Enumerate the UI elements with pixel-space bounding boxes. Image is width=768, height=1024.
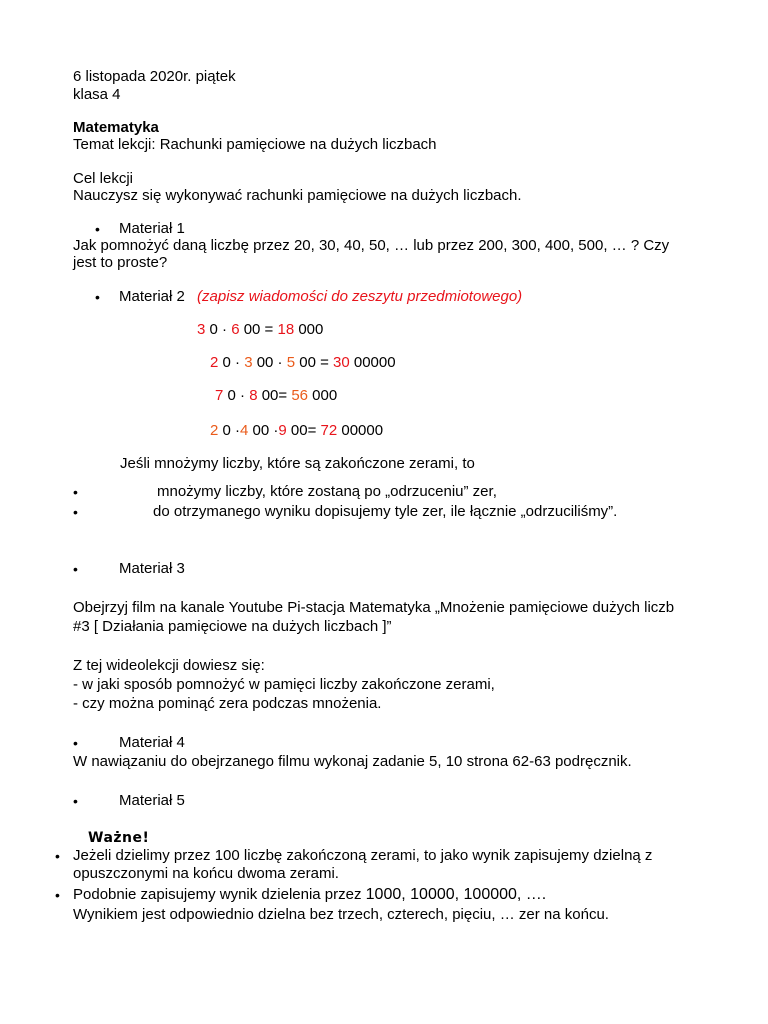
class-line: klasa 4 — [73, 86, 121, 103]
example-digit: 3 — [244, 354, 253, 371]
bullet-icon: • — [55, 848, 60, 864]
bullet-icon: • — [73, 484, 78, 500]
example-digit: 7 — [215, 387, 224, 404]
bullet-icon: • — [73, 793, 78, 809]
bullet-icon: • — [95, 221, 100, 237]
rule-item: mnożymy liczby, które zostaną po „odrzuceniu” zer, — [157, 483, 497, 500]
example-result: 56 — [291, 387, 308, 404]
material1-question-line2: jest to proste? — [73, 254, 168, 271]
example-digit: 6 — [231, 321, 240, 338]
learn-item: - w jaki sposób pomnożyć w pamięci liczby zakończone zerami, — [73, 676, 495, 693]
example-text: 0 · — [205, 321, 232, 338]
point1-line2: opuszczonymi na końcu dwoma zerami. — [73, 865, 339, 882]
example-digit: 4 — [240, 422, 249, 439]
rule-item: do otrzymanego wyniku dopisujemy tyle zer, ile łącznie „odrzuciliśmy”. — [153, 503, 618, 520]
learn-intro: Z tej wideolekcji dowiesz się: — [73, 657, 265, 674]
bullet-icon: • — [73, 561, 78, 577]
example-digit: 2 — [210, 422, 219, 439]
example-row — [215, 387, 337, 405]
rule-intro: Jeśli mnożymy liczby, które są zakończone zerami, to — [120, 455, 475, 472]
example-text: 00000 — [337, 422, 384, 439]
material4-label: Materiał 4 — [119, 734, 185, 751]
example-digit: 9 — [278, 422, 287, 439]
subject-heading: Matematyka — [73, 119, 159, 136]
example-text: 00 · — [252, 354, 287, 371]
point1-line1: Jeżeli dzielimy przez 100 liczbę zakończoną zerami, to jako wynik zapisujemy dzielną z — [73, 847, 653, 864]
material2-label-row — [119, 288, 522, 306]
material3-label: Materiał 3 — [119, 560, 185, 577]
example-text: 0 · — [223, 387, 250, 404]
lesson-topic: Temat lekcji: Rachunki pamięciowe na dużych liczbach — [73, 136, 437, 153]
point2-line2: Wynikiem jest odpowiednio dzielna bez trzech, czterech, pięciu, … zer na końcu. — [73, 906, 609, 923]
example-result: 30 — [333, 354, 350, 371]
example-text: 00= — [257, 387, 292, 404]
point2-line1 — [73, 886, 546, 904]
material3-text-line1: Obejrzyj film na kanale Youtube Pi-stacja Matematyka „Mnożenie pamięciowe dużych liczb — [73, 599, 675, 616]
example-digit: 2 — [210, 354, 219, 371]
goal-label: Cel lekcji — [73, 170, 134, 187]
example-digit: 3 — [197, 321, 206, 338]
important-heading: Ważne! — [88, 830, 150, 846]
example-text: 00= — [286, 422, 321, 439]
example-result: 72 — [320, 422, 338, 439]
example-text: 00 = — [295, 354, 334, 371]
material2-note: (zapisz wiadomości do zeszytu przedmiotowego) — [197, 288, 523, 305]
example-digit: 5 — [286, 354, 296, 371]
example-digit: 8 — [249, 387, 258, 404]
bullet-icon: • — [95, 289, 100, 305]
example-text: 0 · — [218, 354, 245, 371]
example-text: 00 = — [239, 321, 278, 338]
point2-numbers: 1000, 10000, 100000, …. — [365, 886, 547, 903]
material5-label: Materiał 5 — [119, 792, 185, 809]
bullet-icon: • — [55, 887, 60, 903]
example-row — [197, 321, 323, 339]
material1-question-line1: Jak pomnożyć daną liczbę przez 20, 30, 40, 50, … lub przez 200, 300, 400, 500, … ? Czy — [73, 237, 670, 254]
example-row — [210, 354, 396, 372]
bullet-icon: • — [73, 735, 78, 751]
learn-item: - czy można pominąć zera podczas mnożenia. — [73, 695, 382, 712]
material4-text: W nawiązaniu do obejrzanego filmu wykonaj zadanie 5, 10 strona 62-63 podręcznik. — [73, 753, 632, 770]
example-result: 18 — [277, 321, 295, 338]
example-row — [210, 422, 383, 440]
bullet-icon: • — [73, 504, 78, 520]
material1-label: Materiał 1 — [119, 220, 185, 237]
point2-prefix: Podobnie zapisujemy wynik dzielenia przez — [73, 886, 366, 903]
example-text: 00000 — [349, 354, 396, 371]
example-text: 00 · — [248, 422, 279, 439]
goal-text: Nauczysz się wykonywać rachunki pamięciowe na dużych liczbach. — [73, 187, 522, 204]
example-text: 0 · — [218, 422, 241, 439]
date-line: 6 listopada 2020r. piątek — [73, 68, 236, 85]
material2-label: Materiał 2 — [119, 288, 185, 305]
example-text: 000 — [308, 387, 338, 404]
material3-text-line2: #3 [ Działania pamięciowe na dużych liczbach ]” — [73, 618, 392, 635]
example-text: 000 — [294, 321, 324, 338]
